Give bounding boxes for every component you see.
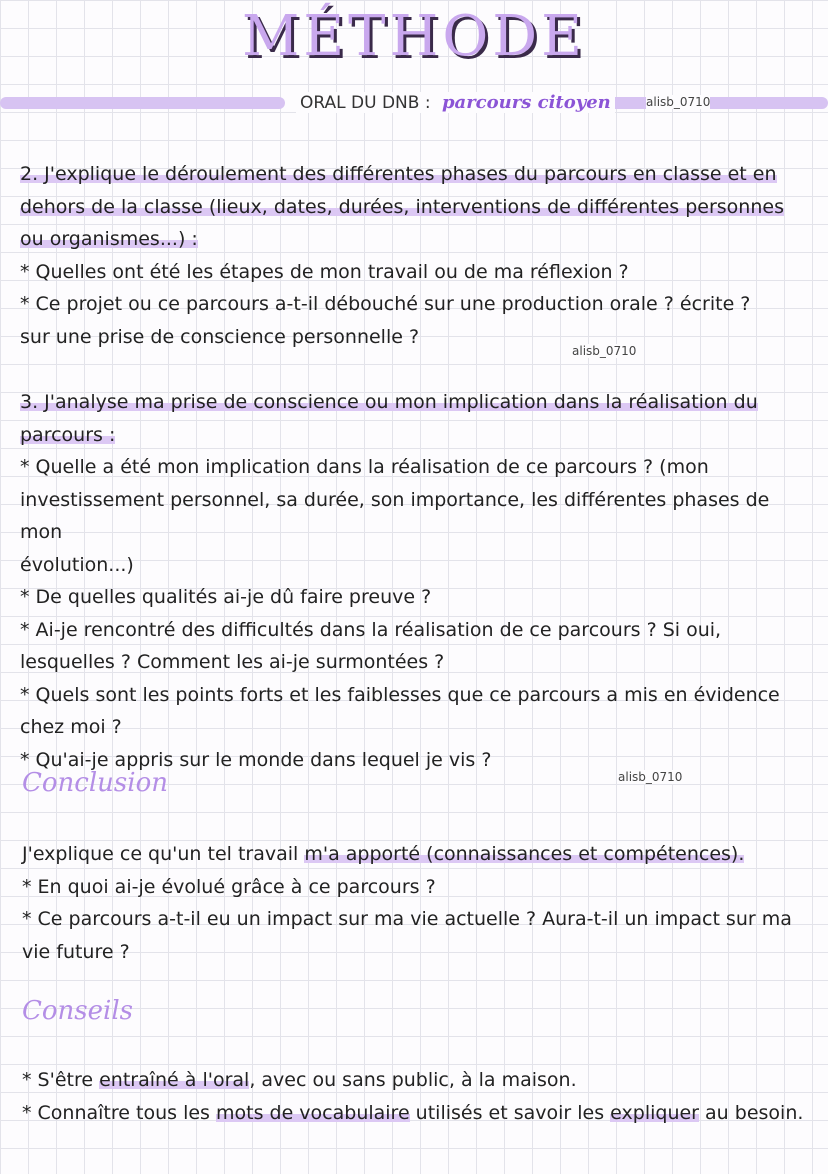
section-2-intro-line-1: 2. J'explique le déroulement des différentes phases du parcours en classe et en [20,163,777,185]
subtitle-theme: parcours citoyen [441,92,611,113]
conclusion-section [22,838,812,968]
section-3-question-4-line-1: * Quels sont les points forts et les faiblesses que ce parcours a mis en évidence [20,683,780,706]
section-2 [20,158,810,353]
section-2-question-1: * Quelles ont été les étapes de mon travail ou de ma réflexion ? [20,260,629,283]
section-3-question-1-line-2: investissement personnel, sa durée, son importance, les différentes phases de mon [20,488,770,543]
section-3 [20,386,810,776]
tip-1-highlight: entraîné à l'oral [99,1069,250,1091]
conclusion-intro [22,838,812,871]
section-3-question-5: * Qu'ai-je appris sur le monde dans lequel je vis ? [20,748,492,771]
tip-1-text-end: , avec ou sans public, à la maison. [249,1069,577,1091]
section-3-intro-line-2: parcours : [20,423,116,446]
section-3-intro-line-1: 3. J'analyse ma prise de conscience ou mon implication dans la réalisation du [20,391,758,413]
section-2-question-2-line-1: * Ce projet ou ce parcours a-t-il débouché sur une production orale ? écrite ? [20,293,751,315]
page-subtitle [296,92,615,113]
conclusion-question-2-line-1: * Ce parcours a-t-il eu un impact sur ma vie actuelle ? Aura-t-il un impact sur ma [22,908,792,930]
section-3-question-3-line-1: * Ai-je rencontré des difficultés dans la réalisation de ce parcours ? Si oui, [20,618,722,641]
conclusion-intro-text: J'explique ce qu'un tel travail [22,843,305,865]
tip-2-text-end: au besoin. [699,1101,804,1124]
conclusion-question-2-line-2: vie future ? [22,940,130,963]
tip-2-highlight-2: expliquer [610,1101,699,1124]
section-3-question-2: * De quelles qualités ai-je dû faire preuve ? [20,586,432,608]
conclusion-question-1: * En quoi ai-je évolué grâce à ce parcours ? [22,875,436,898]
tip-1-text: * S'être [22,1069,100,1091]
conseils-heading: Conseils [22,996,133,1026]
section-2-question-2-line-2: sur une prise de conscience personnelle ? [20,325,420,348]
tip-2-text: * Connaître tous les [22,1101,216,1124]
section-3-question-1-line-3: évolution...) [20,553,134,576]
page-title: MÉTHODE [241,4,587,69]
author-tag: alisb_0710 [646,95,711,109]
conclusion-intro-highlight: m'a apporté (connaissances et compétences). [304,843,745,865]
conseils-tip-1 [22,1064,812,1097]
watermark: alisb_0710 [618,770,683,784]
watermark: alisb_0710 [572,344,637,358]
conseils-section [22,1064,812,1129]
conseils-tip-2 [22,1097,812,1130]
section-2-intro-line-3: ou organismes...) : [20,228,198,250]
section-2-intro-line-2: dehors de la classe (lieux, dates, durées, interventions de différentes personnes [20,195,784,218]
tip-2-highlight-1: mots de vocabulaire [215,1101,410,1124]
header-band-left [0,97,285,109]
subtitle-prefix: ORAL DU DNB : [300,93,431,113]
section-3-question-3-line-2: lesquelles ? Comment les ai-je surmontées ? [20,651,445,673]
section-3-question-1-line-1: * Quelle a été mon implication dans la réalisation de ce parcours ? (mon [20,456,709,478]
tip-2-text-mid: utilisés et savoir les [409,1101,611,1124]
section-3-question-4-line-2: chez moi ? [20,716,122,738]
conclusion-heading: Conclusion [22,768,168,798]
